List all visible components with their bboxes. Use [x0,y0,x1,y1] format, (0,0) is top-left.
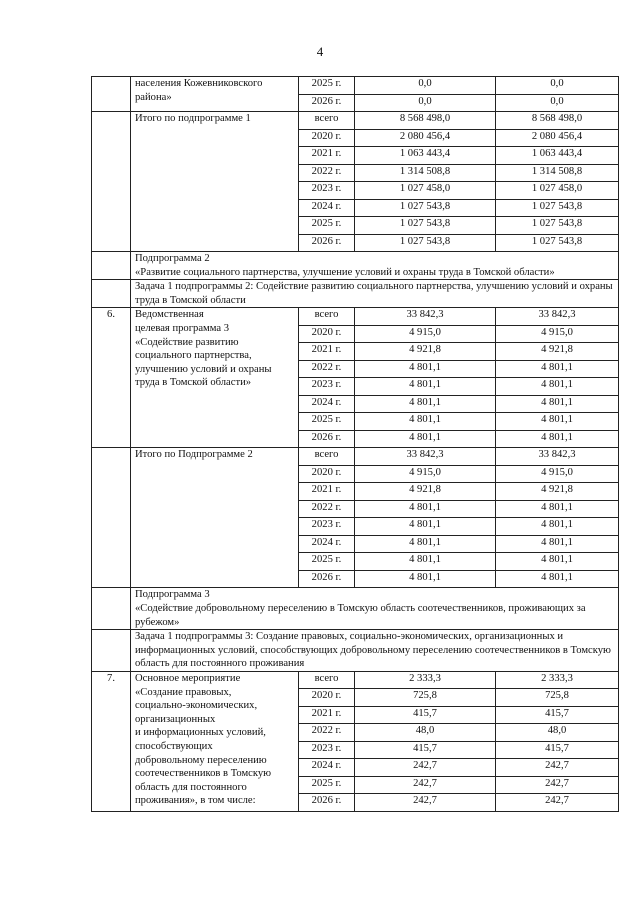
year-cell: всего [299,671,355,689]
value-cell: 1 027 458,0 [496,182,619,200]
year-cell: 2020 г. [299,325,355,343]
year-cell: 2026 г. [299,570,355,588]
year-cell: 2026 г. [299,94,355,112]
task-heading: Задача 1 подпрограммы 2: Содействие развитию социального партнерства, улучшению условий и охраны труда в Томской области [131,280,619,308]
table-row [92,280,619,308]
value-cell: 33 842,3 [355,448,496,466]
value-cell: 415,7 [355,706,496,724]
table-row [92,77,619,95]
task-heading: Задача 1 подпрограммы 3: Создание правовых, социально-экономических, организационных и информационных условий, способствующих добровольному переселению соотечественников в Томскую область для постоянного проживания [131,630,619,672]
value-cell: 4 921,8 [355,343,496,361]
value-cell: 242,7 [496,776,619,794]
year-cell: всего [299,112,355,130]
year-cell: 2022 г. [299,500,355,518]
row-name-cell: Итого по Подпрограмме 2 [131,448,299,588]
value-cell: 4 801,1 [496,535,619,553]
year-cell: 2025 г. [299,217,355,235]
row-name-cell: населения Кожевниковского района» [131,77,299,112]
value-cell: 725,8 [496,689,619,707]
value-cell: 2 080 456,4 [496,129,619,147]
value-cell: 4 801,1 [496,553,619,571]
value-cell: 48,0 [355,724,496,742]
value-cell: 4 915,0 [355,325,496,343]
value-cell: 4 921,8 [355,483,496,501]
year-cell: 2026 г. [299,794,355,812]
value-cell: 2 080 456,4 [355,129,496,147]
value-cell: 4 921,8 [496,483,619,501]
row-number-cell [92,112,131,252]
row-number-cell: 6. [92,308,131,448]
value-cell: 1 027 543,8 [355,234,496,252]
value-cell: 4 801,1 [496,570,619,588]
year-cell: 2021 г. [299,147,355,165]
row-number-cell [92,448,131,588]
value-cell: 1 063 443,4 [496,147,619,165]
value-cell: 4 801,1 [355,430,496,448]
value-cell: 1 314 508,8 [496,164,619,182]
page-number: 4 [316,44,324,59]
row-name-cell: Итого по подпрограмме 1 [131,112,299,252]
value-cell: 4 921,8 [496,343,619,361]
year-cell: 2023 г. [299,741,355,759]
year-cell: 2020 г. [299,129,355,147]
value-cell: 415,7 [496,706,619,724]
row-number-cell [92,588,131,630]
value-cell: 4 801,1 [496,395,619,413]
budget-table [91,76,619,812]
value-cell: 1 027 543,8 [355,199,496,217]
year-cell: 2024 г. [299,199,355,217]
value-cell: 242,7 [355,776,496,794]
value-cell: 33 842,3 [496,448,619,466]
row-name-cell: Основное мероприятие «Создание правовых, социально-экономических, организационных и информационных условий, способствующих добровольному переселению соотечественников в Томскую область для постоянного проживания», в том числе: [131,671,299,811]
value-cell: 8 568 498,0 [496,112,619,130]
value-cell: 2 333,3 [496,671,619,689]
row-number-cell: 7. [92,671,131,811]
value-cell: 48,0 [496,724,619,742]
budget-table-body [92,77,619,812]
value-cell: 415,7 [496,741,619,759]
value-cell: 0,0 [496,77,619,95]
subprogram-heading: Подпрограмма 2 «Развитие социального партнерства, улучшение условий и охраны труда в Томской области» [131,252,619,280]
year-cell: всего [299,308,355,326]
year-cell: 2025 г. [299,553,355,571]
value-cell: 1 027 543,8 [496,234,619,252]
row-number-cell [92,280,131,308]
year-cell: 2024 г. [299,535,355,553]
year-cell: 2020 г. [299,465,355,483]
table-row [92,630,619,672]
table-row [92,588,619,630]
row-number-cell [92,77,131,112]
value-cell: 1 314 508,8 [355,164,496,182]
value-cell: 1 027 543,8 [496,217,619,235]
value-cell: 4 801,1 [355,413,496,431]
row-number-cell [92,630,131,672]
value-cell: 4 801,1 [496,360,619,378]
year-cell: 2023 г. [299,378,355,396]
value-cell: 4 801,1 [496,413,619,431]
year-cell: 2026 г. [299,234,355,252]
year-cell: 2021 г. [299,483,355,501]
value-cell: 242,7 [355,759,496,777]
table-row [92,308,619,326]
value-cell: 4 801,1 [355,360,496,378]
year-cell: 2025 г. [299,77,355,95]
row-name-cell: Ведомственная целевая программа 3 «Содействие развитию социального партнерства, улучшению условий и охраны труда в Томской области» [131,308,299,448]
year-cell: 2026 г. [299,430,355,448]
year-cell: 2022 г. [299,724,355,742]
year-cell: 2024 г. [299,395,355,413]
table-row [92,252,619,280]
value-cell: 33 842,3 [496,308,619,326]
year-cell: 2020 г. [299,689,355,707]
value-cell: 1 027 458,0 [355,182,496,200]
value-cell: 2 333,3 [355,671,496,689]
value-cell: 4 801,1 [355,500,496,518]
value-cell: 0,0 [496,94,619,112]
value-cell: 1 027 543,8 [355,217,496,235]
value-cell: 4 801,1 [355,518,496,536]
value-cell: 4 915,0 [496,465,619,483]
year-cell: всего [299,448,355,466]
value-cell: 4 801,1 [355,378,496,396]
table-row [92,112,619,130]
year-cell: 2025 г. [299,413,355,431]
value-cell: 4 915,0 [355,465,496,483]
value-cell: 725,8 [355,689,496,707]
value-cell: 4 801,1 [496,518,619,536]
year-cell: 2023 г. [299,518,355,536]
value-cell: 242,7 [496,759,619,777]
value-cell: 242,7 [496,794,619,812]
value-cell: 4 801,1 [355,553,496,571]
table-row [92,448,619,466]
row-number-cell [92,252,131,280]
value-cell: 4 801,1 [496,378,619,396]
table-row [92,671,619,689]
value-cell: 242,7 [355,794,496,812]
value-cell: 33 842,3 [355,308,496,326]
value-cell: 8 568 498,0 [355,112,496,130]
subprogram-heading: Подпрограмма 3 «Содействие добровольному переселению в Томскую область соотечественников, проживающих за рубежом» [131,588,619,630]
year-cell: 2021 г. [299,706,355,724]
year-cell: 2022 г. [299,164,355,182]
value-cell: 0,0 [355,77,496,95]
year-cell: 2025 г. [299,776,355,794]
value-cell: 0,0 [355,94,496,112]
value-cell: 4 801,1 [355,570,496,588]
value-cell: 4 801,1 [496,500,619,518]
value-cell: 4 801,1 [496,430,619,448]
value-cell: 4 801,1 [355,535,496,553]
year-cell: 2022 г. [299,360,355,378]
value-cell: 415,7 [355,741,496,759]
value-cell: 1 027 543,8 [496,199,619,217]
value-cell: 1 063 443,4 [355,147,496,165]
value-cell: 4 915,0 [496,325,619,343]
year-cell: 2024 г. [299,759,355,777]
value-cell: 4 801,1 [355,395,496,413]
year-cell: 2021 г. [299,343,355,361]
year-cell: 2023 г. [299,182,355,200]
